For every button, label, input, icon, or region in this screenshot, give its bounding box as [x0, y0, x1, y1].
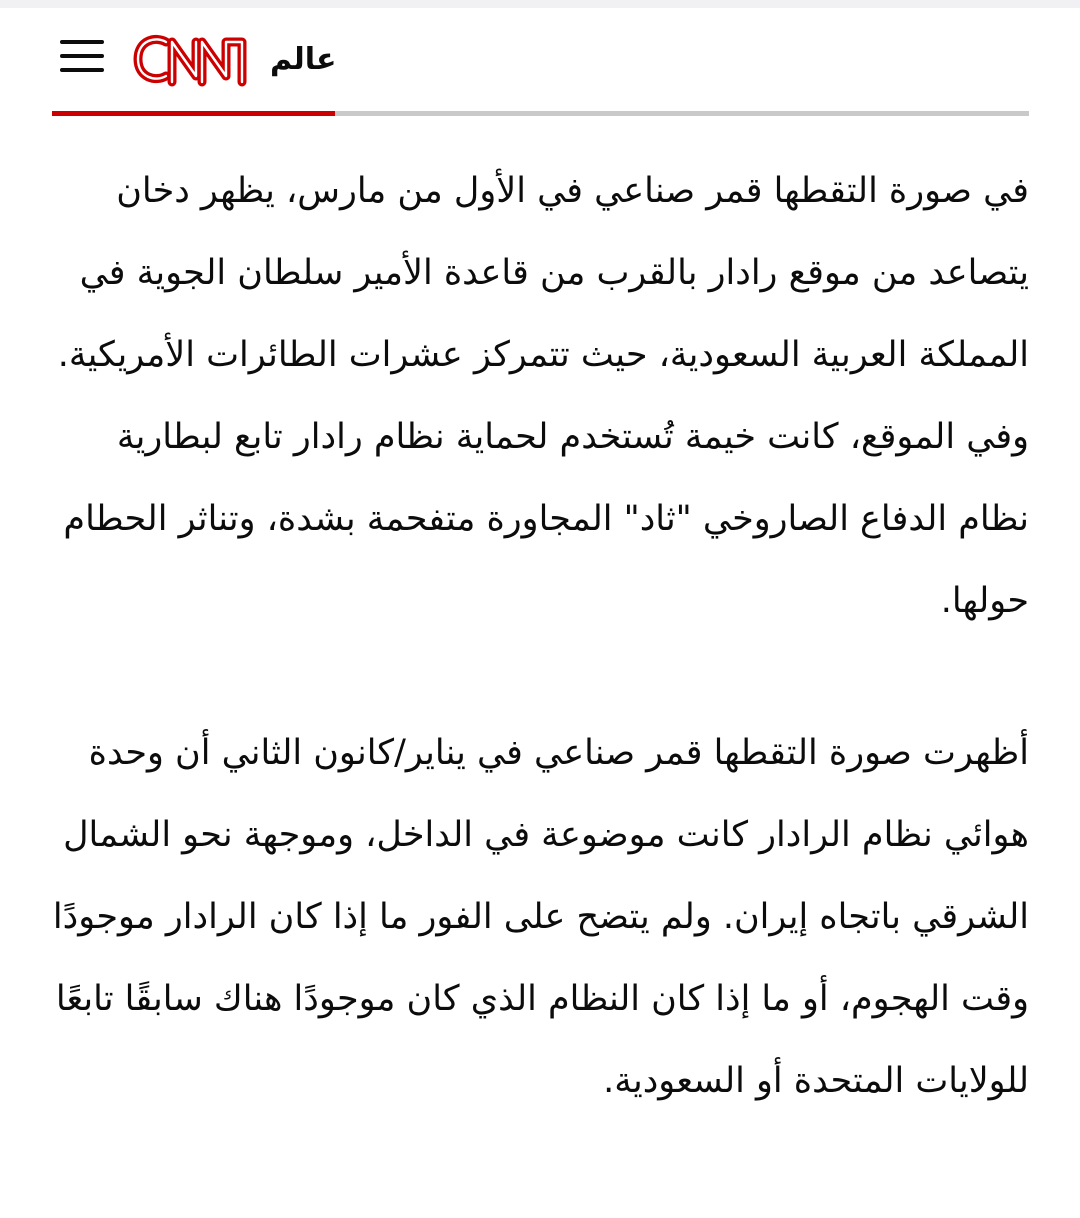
cnn-logo[interactable]	[132, 30, 252, 88]
reading-progress-fill	[52, 111, 335, 116]
article-paragraph: أظهرت صورة التقطها قمر صناعي في يناير/كانون الثاني أن وحدة هوائي نظام الرادار كانت موضوعة في الداخل، وموجهة نحو الشمال الشرقي باتجاه إيران. ولم يتضح على الفور ما إذا كان الرادار موجودًا وقت الهجوم، أو ما إذا كان النظام الذي كان موجودًا هناك سابقًا تابعًا للولايات المتحدة أو السعودية.	[52, 733, 1029, 1101]
article-paragraph: في صورة التقطها قمر صناعي في الأول من مارس، يظهر دخان يتصاعد من موقع رادار بالقرب من قاعدة الأمير سلطان الجوية في المملكة العربية السعودية، حيث تتمركز عشرات الطائرات الأمريكية. وفي الموقع، كانت خيمة تُستخدم لحماية نظام رادار تابع لبطارية نظام الدفاع الصاروخي "ثاد" المجاورة متفحمة بشدة، وتناثر الحطام حولها.	[57, 171, 1029, 621]
site-header	[52, 8, 1029, 110]
hamburger-menu-icon[interactable]	[56, 36, 106, 76]
article-body	[52, 150, 1029, 1192]
status-strip	[0, 0, 1080, 8]
section-label[interactable]: عالم	[270, 42, 337, 77]
reading-progress-bar	[52, 111, 1029, 116]
cnn-logo-mark	[132, 30, 252, 88]
